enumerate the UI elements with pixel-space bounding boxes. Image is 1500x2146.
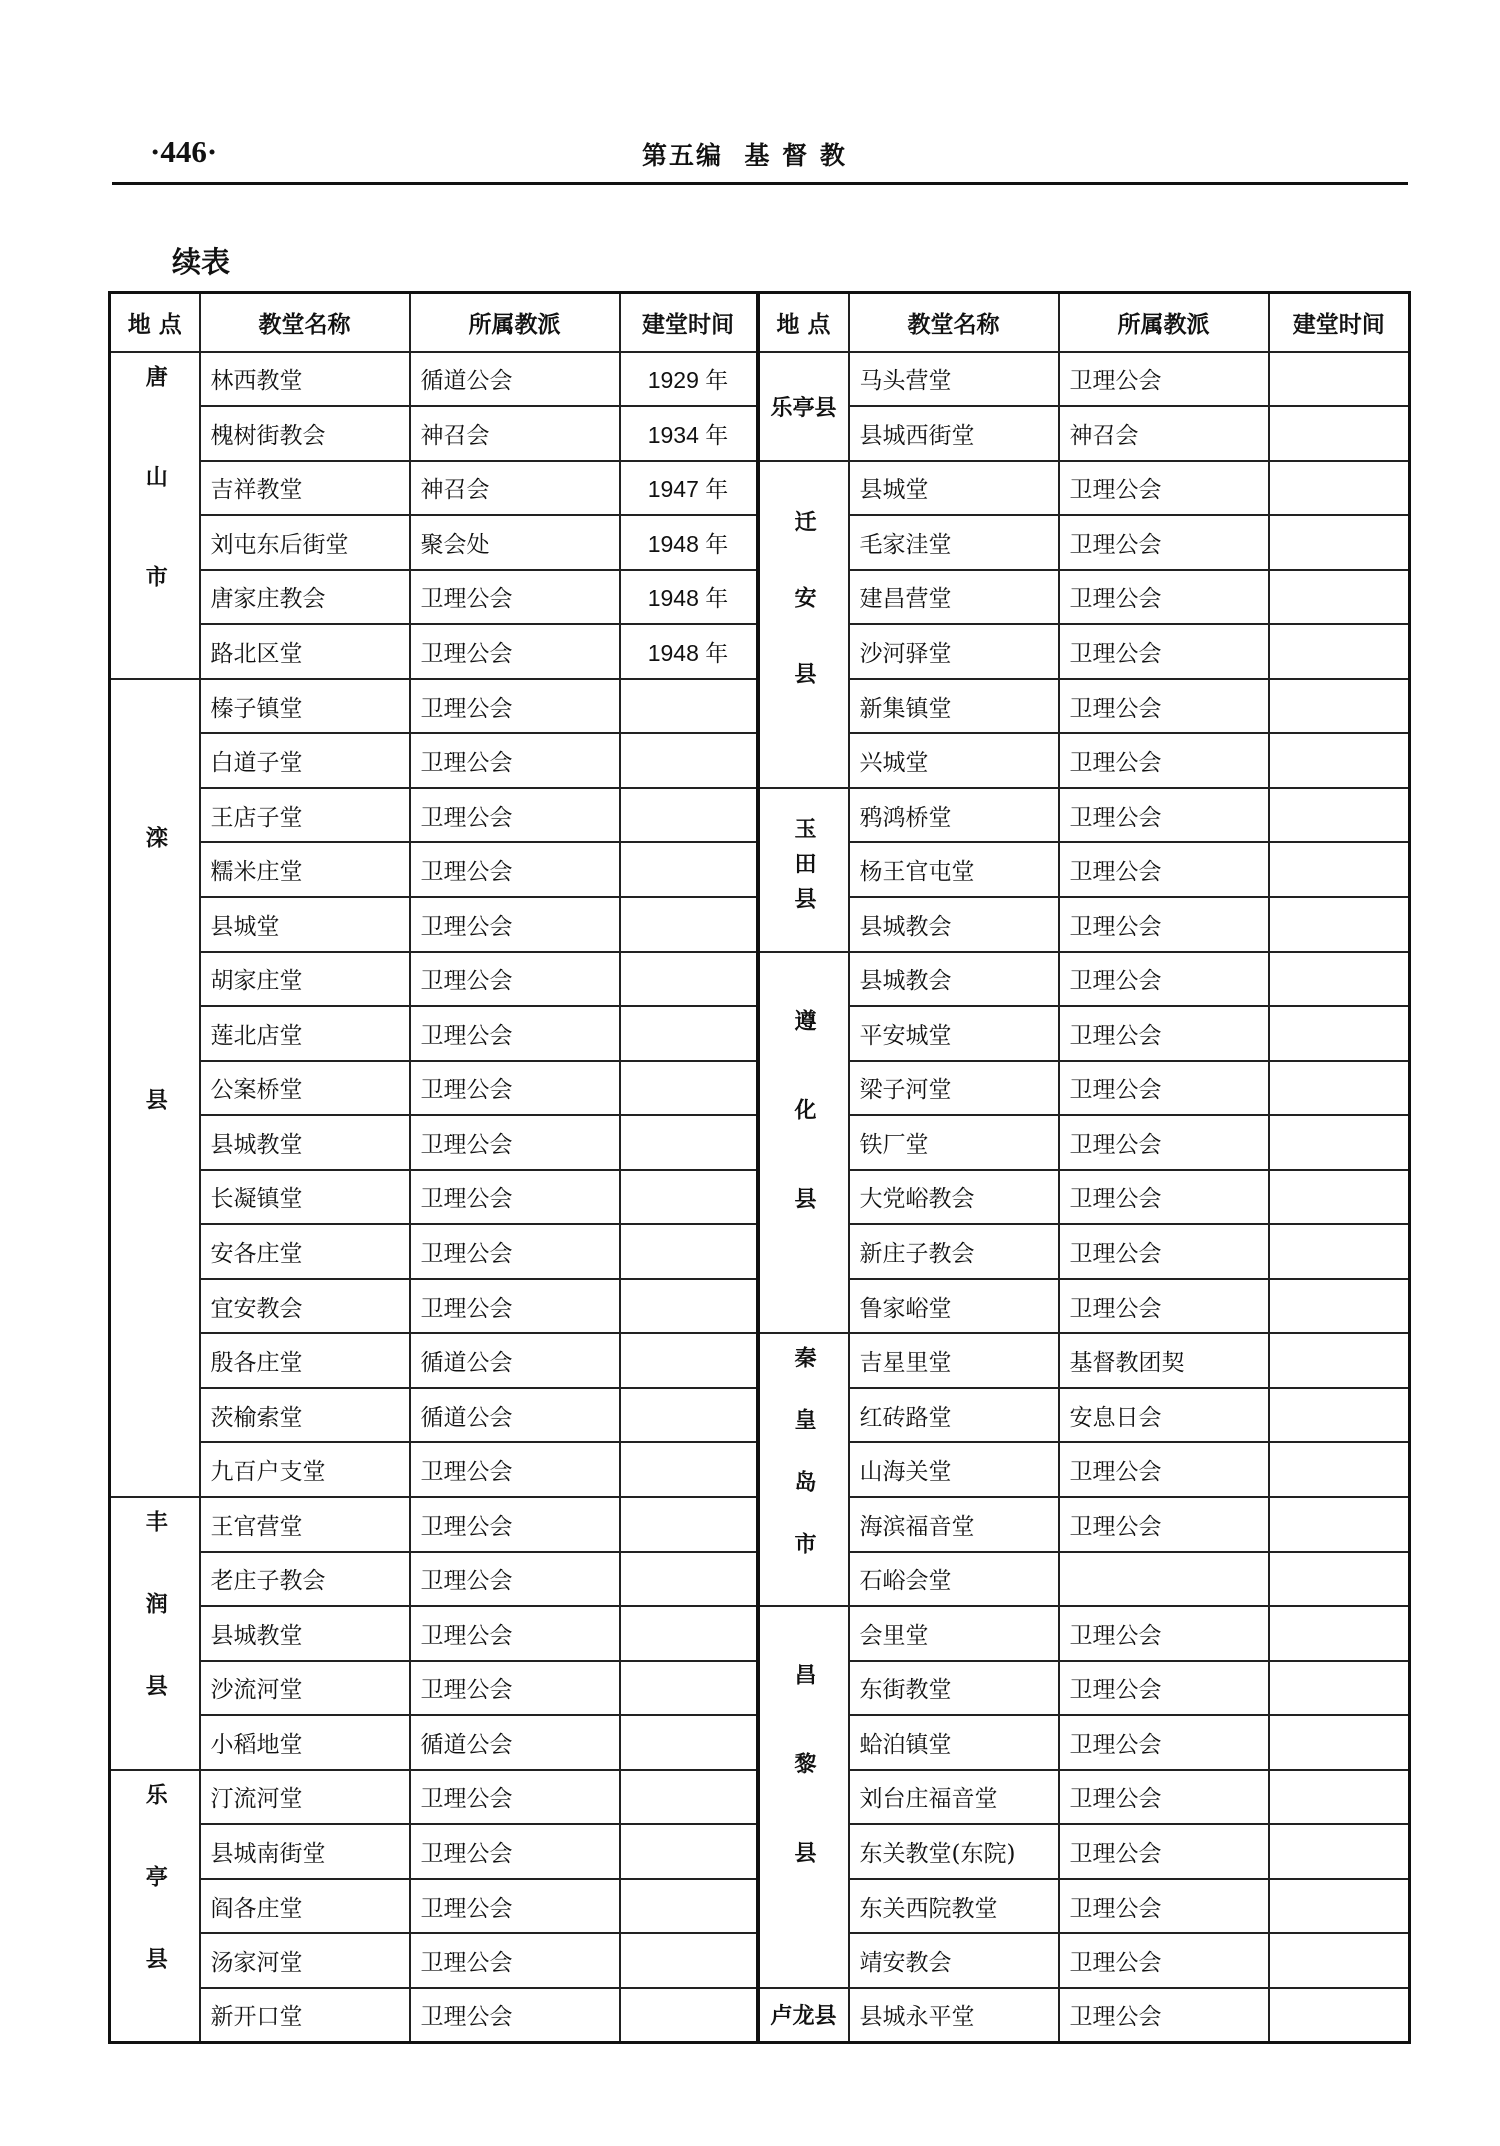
founded-year	[620, 1824, 758, 1879]
place-cell: 乐亭县	[110, 1770, 200, 2043]
founded-year	[1269, 1224, 1410, 1279]
denomination: 卫理公会	[410, 624, 620, 679]
founded-year: 1948 年	[620, 570, 758, 625]
founded-year	[1269, 1606, 1410, 1661]
founded-year: 1934 年	[620, 406, 758, 461]
founded-year	[620, 1497, 758, 1552]
denomination: 卫理公会	[1059, 1170, 1269, 1225]
church-name: 阎各庄堂	[200, 1879, 410, 1934]
column-header-founded: 建堂时间	[620, 293, 758, 352]
founded-year	[1269, 1824, 1410, 1879]
denomination: 卫理公会	[1059, 570, 1269, 625]
denomination: 卫理公会	[410, 733, 620, 788]
founded-year	[1269, 461, 1410, 516]
column-header-place: 地 点	[110, 293, 200, 352]
denomination: 卫理公会	[410, 1497, 620, 1552]
founded-year	[620, 952, 758, 1007]
founded-year	[1269, 952, 1410, 1007]
church-name: 县城南街堂	[200, 1824, 410, 1879]
church-name: 山海关堂	[849, 1442, 1059, 1497]
church-name: 吉祥教堂	[200, 461, 410, 516]
place-cell: 玉田县	[758, 788, 849, 952]
founded-year	[620, 1279, 758, 1334]
denomination: 卫理公会	[410, 1006, 620, 1061]
denomination: 卫理公会	[1059, 1497, 1269, 1552]
church-name: 殷各庄堂	[200, 1333, 410, 1388]
table-row	[110, 1606, 1410, 1661]
founded-year	[1269, 515, 1410, 570]
founded-year	[620, 1552, 758, 1607]
denomination: 卫理公会	[1059, 352, 1269, 407]
founded-year	[620, 1333, 758, 1388]
founded-year	[1269, 352, 1410, 407]
church-name: 槐树街教会	[200, 406, 410, 461]
page-header	[112, 128, 1408, 180]
church-name: 榛子镇堂	[200, 679, 410, 734]
denomination: 卫理公会	[410, 842, 620, 897]
church-name: 兴城堂	[849, 733, 1059, 788]
founded-year	[1269, 788, 1410, 843]
church-name: 安各庄堂	[200, 1224, 410, 1279]
founded-year	[1269, 1170, 1410, 1225]
church-name: 杨王官屯堂	[849, 842, 1059, 897]
founded-year	[620, 1988, 758, 2043]
column-header-place-right: 地 点	[758, 293, 849, 352]
place-cell: 迁安县	[758, 461, 849, 788]
denomination	[1059, 1552, 1269, 1607]
denomination: 卫理公会	[410, 1552, 620, 1607]
church-name: 铁厂堂	[849, 1115, 1059, 1170]
denomination: 循道公会	[410, 1715, 620, 1770]
denomination: 卫理公会	[1059, 1279, 1269, 1334]
founded-year	[1269, 570, 1410, 625]
denomination: 卫理公会	[1059, 679, 1269, 734]
church-name: 汤家河堂	[200, 1933, 410, 1988]
founded-year	[1269, 1552, 1410, 1607]
running-title: 第五编 基 督 教	[642, 141, 847, 170]
place-cell: 昌黎县	[758, 1606, 849, 1988]
denomination: 卫理公会	[1059, 1061, 1269, 1116]
denomination: 循道公会	[410, 1388, 620, 1443]
founded-year	[620, 1770, 758, 1825]
church-name: 老庄子教会	[200, 1552, 410, 1607]
denomination: 卫理公会	[1059, 624, 1269, 679]
church-name: 沙河驿堂	[849, 624, 1059, 679]
church-name: 靖安教会	[849, 1933, 1059, 1988]
founded-year	[1269, 1661, 1410, 1716]
church-name: 县城教堂	[200, 1606, 410, 1661]
denomination: 卫理公会	[1059, 1661, 1269, 1716]
church-name: 莲北店堂	[200, 1006, 410, 1061]
denomination: 卫理公会	[410, 1442, 620, 1497]
denomination: 卫理公会	[410, 1770, 620, 1825]
denomination: 卫理公会	[1059, 897, 1269, 952]
founded-year	[1269, 1061, 1410, 1116]
church-name: 县城西街堂	[849, 406, 1059, 461]
church-name: 东街教堂	[849, 1661, 1059, 1716]
denomination: 卫理公会	[1059, 733, 1269, 788]
table-caption: 续表	[172, 245, 231, 279]
table-row	[110, 352, 1410, 407]
church-name: 汀流河堂	[200, 1770, 410, 1825]
founded-year	[1269, 897, 1410, 952]
denomination: 卫理公会	[410, 1661, 620, 1716]
founded-year	[1269, 1497, 1410, 1552]
church-name: 公案桥堂	[200, 1061, 410, 1116]
church-name: 东关西院教堂	[849, 1879, 1059, 1934]
church-name: 白道子堂	[200, 733, 410, 788]
denomination: 卫理公会	[1059, 461, 1269, 516]
denomination: 循道公会	[410, 1333, 620, 1388]
founded-year	[620, 1606, 758, 1661]
church-name: 东关教堂(东院)	[849, 1824, 1059, 1879]
church-name: 林西教堂	[200, 352, 410, 407]
table-row	[110, 1988, 1410, 2043]
founded-year	[1269, 1115, 1410, 1170]
founded-year	[1269, 1933, 1410, 1988]
denomination: 安息日会	[1059, 1388, 1269, 1443]
denomination: 卫理公会	[410, 1824, 620, 1879]
denomination: 卫理公会	[1059, 1824, 1269, 1879]
church-name: 路北区堂	[200, 624, 410, 679]
founded-year	[1269, 1988, 1410, 2043]
denomination: 卫理公会	[410, 788, 620, 843]
founded-year	[1269, 1715, 1410, 1770]
founded-year	[1269, 1879, 1410, 1934]
founded-year	[620, 1879, 758, 1934]
column-header-church-name-right: 教堂名称	[849, 293, 1059, 352]
church-name: 吉星里堂	[849, 1333, 1059, 1388]
church-name: 胡家庄堂	[200, 952, 410, 1007]
church-name: 刘台庄福音堂	[849, 1770, 1059, 1825]
denomination: 卫理公会	[1059, 842, 1269, 897]
page-number: ·446·	[150, 134, 218, 169]
church-name: 新庄子教会	[849, 1224, 1059, 1279]
denomination: 卫理公会	[410, 1115, 620, 1170]
church-name: 平安城堂	[849, 1006, 1059, 1061]
table-row	[110, 461, 1410, 516]
denomination: 卫理公会	[410, 1879, 620, 1934]
founded-year	[620, 1006, 758, 1061]
table-body	[110, 352, 1410, 2043]
church-name: 会里堂	[849, 1606, 1059, 1661]
church-name: 茨榆索堂	[200, 1388, 410, 1443]
founded-year: 1948 年	[620, 624, 758, 679]
header-rule	[112, 182, 1408, 185]
founded-year	[1269, 406, 1410, 461]
founded-year	[620, 1715, 758, 1770]
denomination: 卫理公会	[1059, 788, 1269, 843]
denomination: 卫理公会	[1059, 1879, 1269, 1934]
founded-year	[620, 1061, 758, 1116]
church-name: 县城堂	[200, 897, 410, 952]
founded-year: 1948 年	[620, 515, 758, 570]
founded-year	[620, 1933, 758, 1988]
founded-year	[620, 1115, 758, 1170]
denomination: 循道公会	[410, 352, 620, 407]
place-cell: 卢龙县	[758, 1988, 849, 2043]
column-header-denomination: 所属教派	[410, 293, 620, 352]
denomination: 卫理公会	[1059, 1606, 1269, 1661]
founded-year	[1269, 1006, 1410, 1061]
church-name: 县城教会	[849, 897, 1059, 952]
denomination: 卫理公会	[410, 952, 620, 1007]
church-name: 县城教堂	[200, 1115, 410, 1170]
founded-year	[1269, 624, 1410, 679]
founded-year	[620, 1388, 758, 1443]
founded-year	[620, 1224, 758, 1279]
founded-year	[1269, 1333, 1410, 1388]
denomination: 卫理公会	[410, 897, 620, 952]
denomination: 卫理公会	[1059, 1770, 1269, 1825]
table-row	[110, 1333, 1410, 1388]
church-name: 小稻地堂	[200, 1715, 410, 1770]
church-name: 宜安教会	[200, 1279, 410, 1334]
church-table	[108, 291, 1411, 2044]
place-cell: 丰润县	[110, 1497, 200, 1770]
founded-year: 1929 年	[620, 352, 758, 407]
denomination: 卫理公会	[1059, 515, 1269, 570]
place-cell: 乐亭县	[758, 352, 849, 461]
denomination: 卫理公会	[410, 1933, 620, 1988]
church-name: 红砖路堂	[849, 1388, 1059, 1443]
denomination: 卫理公会	[410, 1279, 620, 1334]
table-header-row	[110, 293, 1410, 352]
table-row	[110, 788, 1410, 843]
church-name: 梁子河堂	[849, 1061, 1059, 1116]
church-name: 蛤泊镇堂	[849, 1715, 1059, 1770]
table-row	[110, 952, 1410, 1007]
denomination: 卫理公会	[1059, 1715, 1269, 1770]
church-name: 王官营堂	[200, 1497, 410, 1552]
founded-year	[620, 1661, 758, 1716]
denomination: 神召会	[410, 406, 620, 461]
church-name: 石峪会堂	[849, 1552, 1059, 1607]
church-name: 县城堂	[849, 461, 1059, 516]
church-name: 毛家洼堂	[849, 515, 1059, 570]
founded-year	[620, 788, 758, 843]
denomination: 神召会	[1059, 406, 1269, 461]
denomination: 卫理公会	[410, 1170, 620, 1225]
denomination: 卫理公会	[410, 1606, 620, 1661]
church-name: 长凝镇堂	[200, 1170, 410, 1225]
denomination: 聚会处	[410, 515, 620, 570]
founded-year	[1269, 1279, 1410, 1334]
column-header-denomination-right: 所属教派	[1059, 293, 1269, 352]
denomination: 卫理公会	[1059, 952, 1269, 1007]
church-name: 县城永平堂	[849, 1988, 1059, 2043]
church-name: 马头营堂	[849, 352, 1059, 407]
column-header-founded-right: 建堂时间	[1269, 293, 1410, 352]
denomination: 神召会	[410, 461, 620, 516]
founded-year	[1269, 1388, 1410, 1443]
founded-year	[620, 733, 758, 788]
church-name: 新开口堂	[200, 1988, 410, 2043]
denomination: 卫理公会	[1059, 1933, 1269, 1988]
founded-year	[620, 1170, 758, 1225]
founded-year	[1269, 1442, 1410, 1497]
denomination: 卫理公会	[410, 1224, 620, 1279]
place-cell: 唐山市	[110, 352, 200, 679]
denomination: 卫理公会	[410, 1988, 620, 2043]
church-name: 鲁家峪堂	[849, 1279, 1059, 1334]
founded-year: 1947 年	[620, 461, 758, 516]
denomination: 卫理公会	[1059, 1224, 1269, 1279]
denomination: 卫理公会	[410, 570, 620, 625]
church-name: 王店子堂	[200, 788, 410, 843]
church-name: 新集镇堂	[849, 679, 1059, 734]
place-cell: 遵化县	[758, 952, 849, 1334]
church-name: 九百户支堂	[200, 1442, 410, 1497]
founded-year	[1269, 733, 1410, 788]
place-cell: 滦县	[110, 679, 200, 1497]
denomination: 卫理公会	[410, 1061, 620, 1116]
church-name: 大党峪教会	[849, 1170, 1059, 1225]
denomination: 卫理公会	[1059, 1115, 1269, 1170]
church-name: 刘屯东后街堂	[200, 515, 410, 570]
founded-year	[620, 842, 758, 897]
church-name: 建昌营堂	[849, 570, 1059, 625]
founded-year	[620, 1442, 758, 1497]
denomination: 基督教团契	[1059, 1333, 1269, 1388]
founded-year	[1269, 842, 1410, 897]
founded-year	[1269, 1770, 1410, 1825]
founded-year	[620, 897, 758, 952]
column-header-church-name: 教堂名称	[200, 293, 410, 352]
church-name: 县城教会	[849, 952, 1059, 1007]
denomination: 卫理公会	[1059, 1006, 1269, 1061]
denomination: 卫理公会	[1059, 1988, 1269, 2043]
place-cell: 秦皇岛市	[758, 1333, 849, 1606]
founded-year	[1269, 679, 1410, 734]
founded-year	[620, 679, 758, 734]
church-name: 鸦鸿桥堂	[849, 788, 1059, 843]
denomination: 卫理公会	[410, 679, 620, 734]
church-name: 海滨福音堂	[849, 1497, 1059, 1552]
denomination: 卫理公会	[1059, 1442, 1269, 1497]
church-name: 唐家庄教会	[200, 570, 410, 625]
church-name: 沙流河堂	[200, 1661, 410, 1716]
church-name: 糯米庄堂	[200, 842, 410, 897]
